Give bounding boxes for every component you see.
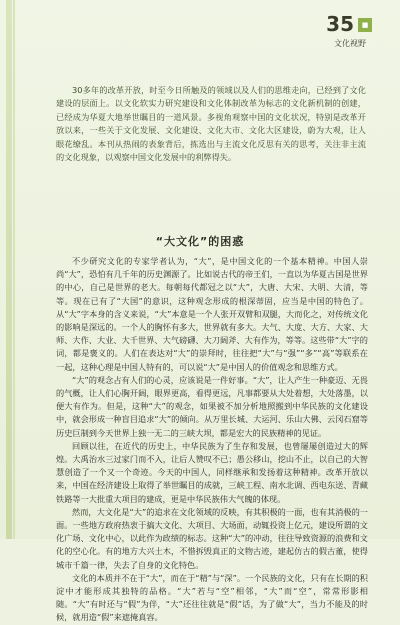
decorative-strip [6,0,12,539]
paragraph: 然而，大文化是“大”的追求在文化领域的反映，有其积极的一面，也有其消极的一面。一些地方政府热衷于搞大文化、大项目、大场面，动辄投资上亿元，建设所谓的文化广场、文化中心，以此作为政绩的标志。这种“大”的冲动，往往导致资源的浪费和文化的空心化。有的地方大兴土木，不惜拆毁真正的文物古迹，建起仿古的假古董，使得城市千篇一律，失去了自身的文化特色。 [56,506,368,570]
paragraph: 回顾以往，在近代的历史上，中华民族为了生存和发展，也曾屡屡创造过大的辉煌。大禹治水三过家门而不入，让后人赞叹不已；愚公移山，挖山不止，以自己的大智慧创造了一个又一个奇迹。今天的中国人，同样继承和发扬着这种精神。改革开放以来，中国在经济建设上取得了举世瞩目的成就，三峡工程、南水北调、西电东送、青藏铁路等一大批重大项目的建成，更是中华民族伟大气魄的体现。 [56,440,368,504]
article-title: “大文化”的困惑 [155,235,245,248]
page-header [320,12,372,52]
intro-paragraph: 30多年的改革开放，时至今日所触及的领域以及人们的思维走向，已经到了文化建设的层面上。以文化软实力研究建设和文化体制改革为标志的文化新机制的创建，已经成为华夏大地举世瞩目的一道风景。多视角观察中国的文化状况，特别是改革开放以来，一些关于文化发展、文化建设、文化大市、文化大区建设，蔚为大观，让人眼花缭乱。本刊从热闹的表象背后，拣选出与主流文化反思有关的思考，关注非主流的文化现象，以观察中国文化发展中的利弊得失。 [56,85,366,163]
paragraph: 不少研究文化的专家学者认为，“大”，是中国文化的一个基本精神。中国人崇尚“大”，恐怕有几千年的历史渊源了。比如说古代的帝王们，一直以为华夏古国是世界的中心，自己是世界的老大。每朝每代都冠之以“大”，大唐、大宋、大明、大清，等等。现在已有了“大国”的意识，这种观念形成的根深蒂固，应当是中国的特色了。从“大”字本身的含义来说，“大”本意是一个人张开双臂和双腿，大而化之，对传统文化的影响是深远的。一个人的胸怀有多大，世界就有多大。大气、大度、大方、大家、大师、大作、大业、大千世界、大气磅礴、大刀阔斧、大有作为，等等。这些带“大”字的词，都是褒义的。人们在表达对“大”的崇拜时，往往把“大”与“强”“多”“高”等联系在一起，这种心理是中国人特有的，可以说“大”是中国人的价值观念和思维方式。 [56,256,368,372]
decorative-strip-thin [13,0,15,539]
section-tag-icon: ■ [358,18,372,32]
paragraph: 文化的本质并不在于“大”，而在于“精”与“深”。一个民族的文化，只有在长期的积淀中才能形成其独特的品格。“大”若与“空”相邻，“大”而“空”，常常形影相随。“大”有时还与“假”为伴，“大”还往往就是“假”话，为了做“大”，当力不能及的时候，就用造“假”来遮掩真容。 [56,572,368,623]
page-number: 35 [326,12,354,36]
paragraph: “大”的观念占有人们的心灵，应该说是一件好事。“大”，让人产生一种豪迈、无畏的气概，让人们心胸开阔，眼界更高，看得更远，凡事都要从大处着想，大处落墨，以便大有作为。但是，这种“大”的观念，如果被不加分析地照搬到中华民族的文化建设中，就会形成一种盲目追求“大”的倾向。从万里长城、大运河、乐山大佛、云冈石窟等历史巨制到今天世界上独一无二的三峡大坝，都是宏大的民族精神的见证。 [56,374,368,438]
article-body [56,255,368,625]
section-label: 文化视野 [334,39,366,48]
